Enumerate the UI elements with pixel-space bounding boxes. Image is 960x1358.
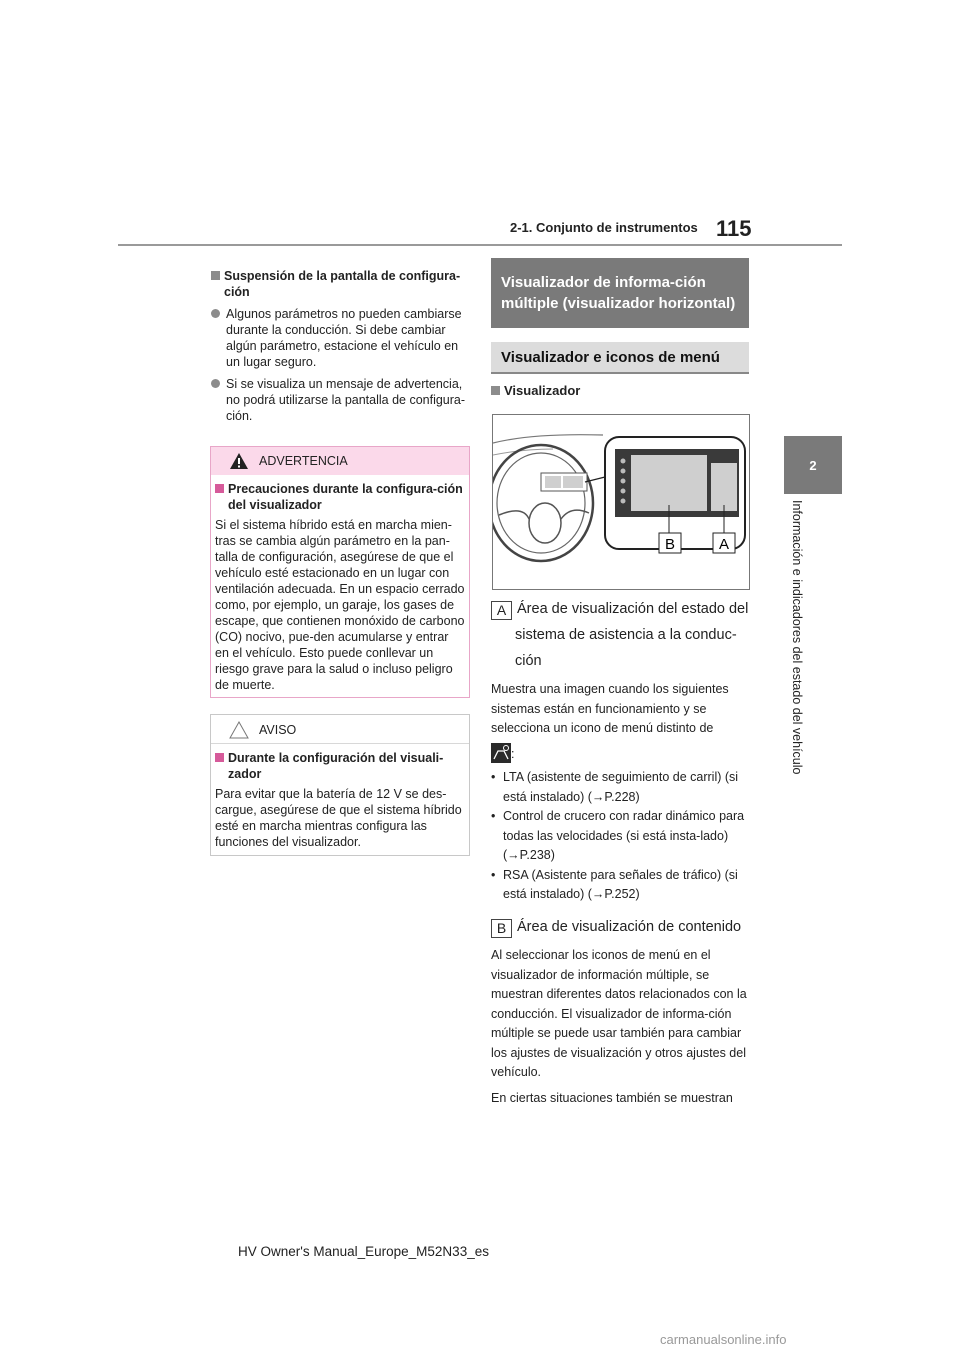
warning-subhead — [215, 481, 465, 513]
figure-label-a: A — [718, 536, 730, 553]
settings-suspension-section — [211, 268, 469, 424]
area-a-intro: Muestra una imagen cuando los siguientes sistemas están en funcionamiento y se selecciona un icono de menú distinto de — [491, 682, 729, 735]
notice-body — [211, 744, 469, 850]
visualizer-subhead — [491, 383, 580, 398]
circle-bullet-icon — [211, 379, 220, 388]
notice-header — [211, 715, 469, 744]
area-a-title — [491, 596, 749, 674]
area-a-title-line1: Área de visualización del estado del — [517, 601, 749, 617]
warning-text: Si el sistema híbrido está en marcha mien-tras se cambia algún parámetro en la pan-talla de configuración, asegúrese de que el vehículo esté estacionado en un lugar con ventilación adecuada. En un espacio cerrado como, por ejemplo, un garaje, los gases de escape, que contienen monóxido de carbono (CO) nocivo, pue-den acumularse y entrar en el vehículo. Esto puede conllevar un riesgo grave para la salud o incluso peligro de muerte. — [215, 518, 465, 692]
area-b-paragraph: Al seleccionar los iconos de menú en el visualizador de información múltiple, se muestran diferentes datos relacionados con la conducción. El visualizador de informa-ción múltiple se puede usar también para cambiar los ajustes de visualización y otros ajustes del vehículo. — [491, 948, 747, 1079]
square-bullet-icon — [215, 753, 224, 762]
notice-text: Para evitar que la batería de 12 V se des-cargue, asegúrese de que el sistema híbrido esté en marcha mientras configura las funciones del visualizador. — [215, 787, 462, 849]
area-b-letter: B — [491, 919, 512, 938]
warning-body — [211, 475, 469, 693]
watermark: carmanualsonline.info — [660, 1332, 787, 1347]
warning-subhead-text: Precauciones durante la configura-ción del visualizador — [228, 482, 463, 512]
bullet-paragraph — [211, 306, 469, 370]
notice-triangle-icon — [229, 721, 249, 739]
notice-subhead-text: Durante la configuración del visuali-zador — [228, 751, 444, 781]
chapter-tab: 2 — [784, 436, 842, 494]
warning-triangle-icon — [229, 452, 249, 470]
circle-bullet-icon — [211, 309, 220, 318]
square-bullet-icon — [215, 484, 224, 493]
list-item: • RSA (Asistente para señales de tráfico) (si está instalado) (→P.252) — [491, 866, 749, 905]
bullet-text: Si se visualiza un mensaje de advertencia, no podrá utilizarse la pantalla de configura-ción. — [226, 377, 466, 423]
area-b-section — [491, 914, 749, 1108]
bullet-paragraph — [211, 376, 469, 424]
area-b-paragraph-2: En ciertas situaciones también se muestran — [491, 1090, 733, 1105]
area-a-letter: A — [491, 601, 512, 620]
figure-label-b: B — [664, 536, 676, 553]
area-a-list — [491, 768, 749, 905]
notice-subhead — [215, 750, 465, 782]
warning-box — [210, 446, 470, 698]
chapter-side-text: Información e indicadores del estado del vehículo — [790, 500, 804, 775]
subsection-title: Visualizador e iconos de menú — [491, 342, 749, 374]
square-bullet-icon — [211, 271, 220, 280]
section-title: Visualizador de informa-ción múltiple (visualizador horizontal) — [491, 258, 749, 328]
list-item: • LTA (asistente de seguimiento de carril) (si está instalado) (→P.228) — [491, 768, 749, 807]
warning-label: ADVERTENCIA — [259, 454, 348, 468]
page-number: 115 — [716, 216, 752, 241]
area-a-title-line2: sistema de asistencia a la conduc- — [515, 627, 737, 643]
bullet-text: Algunos parámetros no pueden cambiarse durante la conducción. Si debe cambiar algún parámetro, estacione el vehículo en un lugar seguro. — [226, 307, 462, 369]
chapter-title: 2-1. Conjunto de instrumentos — [510, 220, 698, 235]
square-bullet-icon — [491, 386, 500, 395]
chapter-side-label — [790, 500, 810, 820]
section-subhead — [211, 268, 469, 300]
visualizer-subhead-text: Visualizador — [504, 383, 581, 398]
subhead-text: Suspensión de la pantalla de configura-ción — [224, 269, 461, 299]
dashboard-drawing — [493, 415, 749, 589]
area-a-colon: : — [511, 746, 515, 761]
notice-box — [210, 714, 470, 856]
area-b-title — [491, 914, 749, 940]
dashboard-illustration — [492, 414, 750, 590]
area-a-section — [491, 596, 749, 905]
warning-header — [211, 447, 469, 475]
header-divider — [118, 244, 842, 246]
area-a-title-line3: ción — [515, 653, 542, 669]
notice-label: AVISO — [259, 723, 297, 737]
area-a-icon-line — [491, 743, 749, 765]
list-item: • Control de crucero con radar dinámico para todas las velocidades (si está insta-lado) (→P.238) — [491, 807, 749, 866]
footer-manual-id: HV Owner's Manual_Europe_M52N33_es — [238, 1244, 489, 1259]
area-b-title-text: Área de visualización de contenido — [517, 919, 742, 935]
driving-assist-menu-icon — [491, 743, 511, 763]
